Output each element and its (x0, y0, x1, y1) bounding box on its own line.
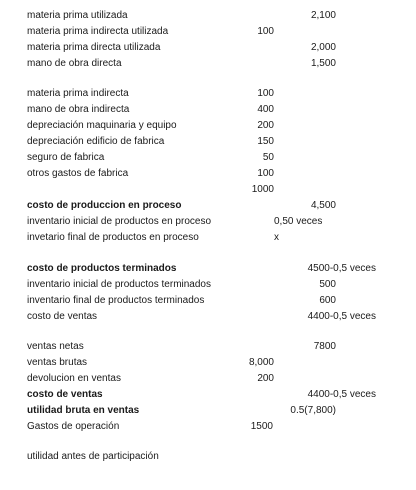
row-label[interactable]: mano de obra indirecta (27, 104, 130, 115)
row-value[interactable]: 0.5(7,800) (290, 405, 336, 416)
row-label[interactable]: inventario inicial de productos en proceso (27, 216, 211, 227)
row-value[interactable]: x (274, 232, 279, 243)
row-label[interactable]: depreciación maquinaria y equipo (27, 120, 177, 131)
table-row (0, 166, 416, 182)
row-label[interactable]: materia prima indirecta (27, 88, 129, 99)
table-row (0, 182, 416, 198)
table-row (0, 134, 416, 150)
row-label[interactable]: materia prima indirecta utilizada (27, 26, 169, 37)
row-value[interactable]: 1000 (251, 184, 274, 195)
table-row (0, 118, 416, 134)
table-row (0, 40, 416, 56)
table-row (0, 449, 416, 465)
table-row (0, 56, 416, 72)
table-row (0, 261, 416, 277)
row-label[interactable]: utilidad antes de participación (27, 451, 159, 462)
row-label[interactable]: utilidad bruta en ventas (27, 405, 140, 416)
row-label[interactable]: invetario final de productos en proceso (27, 232, 199, 243)
row-value[interactable]: 0,50 veces (274, 216, 323, 227)
row-label[interactable]: costo de productos terminados (27, 263, 177, 274)
table-row (0, 198, 416, 214)
table-row (0, 24, 416, 40)
row-value[interactable]: 1500 (250, 421, 273, 432)
table-row (0, 371, 416, 387)
table-row (0, 277, 416, 293)
row-label[interactable]: seguro de fabrica (27, 152, 105, 163)
table-row (0, 8, 416, 24)
table-row (0, 214, 416, 230)
row-value[interactable]: 4400-0,5 veces (307, 311, 376, 322)
row-value[interactable]: 7800 (313, 341, 336, 352)
table-row (0, 150, 416, 166)
row-value[interactable]: 150 (257, 136, 274, 147)
row-label[interactable]: devolucion en ventas (27, 373, 121, 384)
row-label[interactable]: inventario inicial de productos terminados (27, 279, 211, 290)
row-value[interactable]: 400 (257, 104, 274, 115)
row-label[interactable]: Gastos de operación (27, 421, 120, 432)
row-value[interactable]: 4500-0,5 veces (307, 263, 376, 274)
table-row (0, 230, 416, 246)
table-row (0, 86, 416, 102)
row-value[interactable]: 8,000 (248, 357, 274, 368)
row-label[interactable]: ventas netas (27, 341, 84, 352)
row-label[interactable]: mano de obra directa (27, 58, 122, 69)
table-row (0, 339, 416, 355)
row-label[interactable]: costo de ventas (27, 311, 98, 322)
row-value[interactable]: 100 (257, 26, 274, 37)
row-label[interactable]: materia prima utilizada (27, 10, 128, 21)
row-value[interactable]: 200 (257, 373, 274, 384)
row-value[interactable]: 2,000 (310, 42, 336, 53)
row-value[interactable]: 4400-0,5 veces (307, 389, 376, 400)
row-value[interactable]: 200 (257, 120, 274, 131)
row-label[interactable]: otros gastos de fabrica (27, 168, 129, 179)
row-value[interactable]: 600 (319, 295, 336, 306)
row-value[interactable]: 100 (257, 168, 274, 179)
row-label[interactable]: ventas brutas (27, 357, 88, 368)
row-value[interactable]: 500 (319, 279, 336, 290)
row-value[interactable]: 2,100 (310, 10, 336, 21)
row-value[interactable]: 4,500 (310, 200, 336, 211)
table-row (0, 102, 416, 118)
row-value[interactable]: 100 (257, 88, 274, 99)
row-label[interactable]: depreciación edificio de fabrica (27, 136, 165, 147)
row-value[interactable]: 50 (262, 152, 274, 163)
table-row (0, 293, 416, 309)
table-row (0, 419, 416, 435)
table-row (0, 387, 416, 403)
row-value[interactable]: 1,500 (310, 58, 336, 69)
row-label[interactable]: costo de produccion en proceso (27, 200, 182, 211)
table-row (0, 403, 416, 419)
row-label[interactable]: costo de ventas (27, 389, 103, 400)
row-label[interactable]: inventario final de productos terminados (27, 295, 205, 306)
row-label[interactable]: materia prima directa utilizada (27, 42, 161, 53)
table-row (0, 309, 416, 325)
table-row (0, 355, 416, 371)
